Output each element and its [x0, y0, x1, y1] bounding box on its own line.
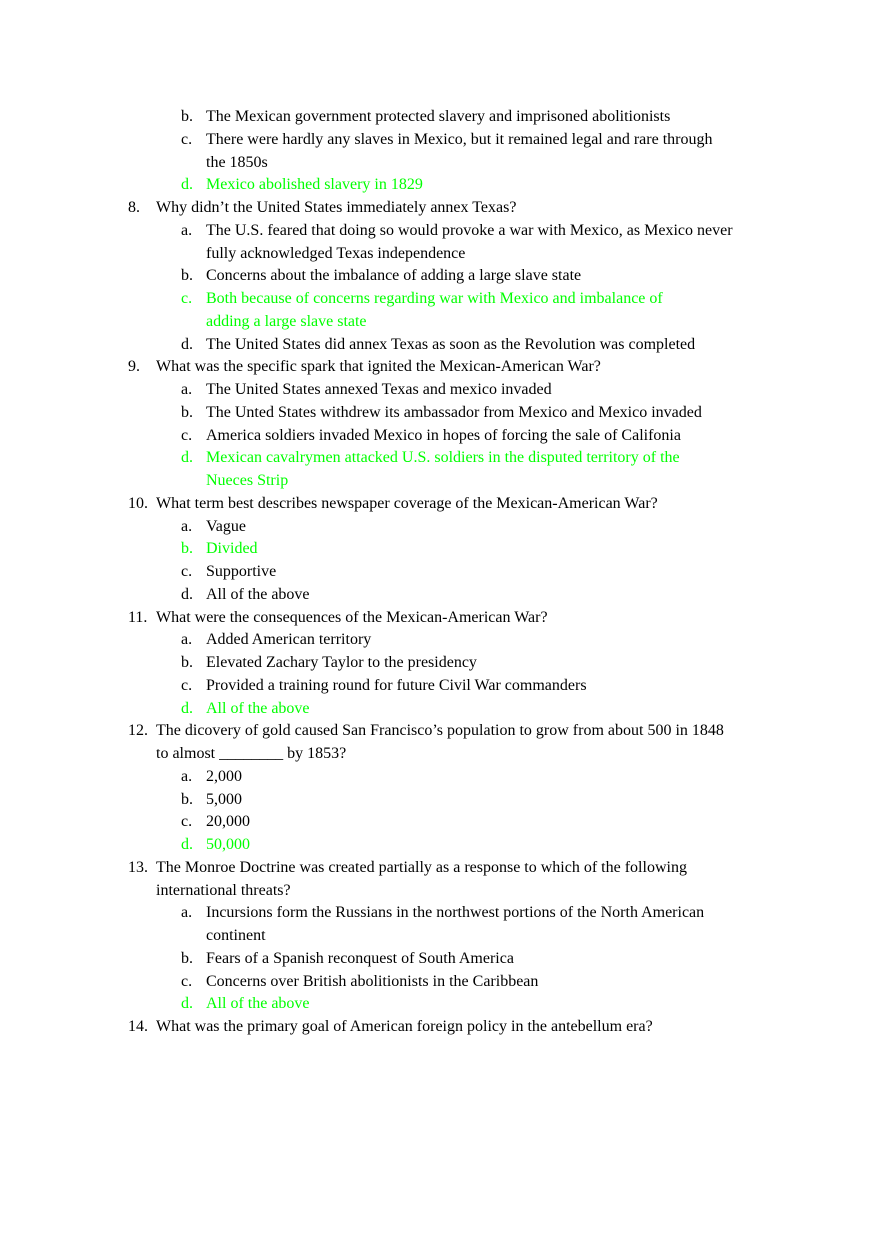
option-letter: c.: [181, 563, 193, 580]
option-letter: b.: [181, 654, 193, 671]
option-text: All of the above: [206, 995, 310, 1013]
question-number: 9.: [128, 358, 140, 376]
question-text: What term best describes newspaper coverage of the Mexican-American War?: [156, 494, 658, 512]
option-text: Both because of concerns regarding war with Mexico and imbalance of: [206, 290, 663, 307]
option-text: Fears of a Spanish reconquest of South America: [206, 949, 514, 967]
option-letter: b.: [181, 540, 193, 558]
option-text: All of the above: [206, 699, 310, 717]
option-text: Mexico abolished slavery in 1829: [206, 176, 423, 194]
question-number: 11.: [128, 608, 148, 626]
option-text: 2,000: [206, 767, 242, 785]
option-text: The U.S. feared that doing so would provoke a war with Mexico, as Mexico never: [206, 221, 733, 239]
option-text: America soldiers invaded Mexico in hopes of forcing the sale of Califonia: [206, 426, 681, 444]
option-text: All of the above: [206, 585, 310, 603]
option-letter: b.: [181, 108, 193, 125]
option-text: continent: [206, 927, 266, 944]
option-letter: a.: [181, 631, 193, 649]
option-text: Concerns about the imbalance of adding a large slave state: [206, 267, 582, 285]
question-number: 13.: [128, 858, 148, 876]
option-letter: c.: [181, 972, 193, 990]
option-text: The Unted States withdrew its ambassador from Mexico and Mexico invaded: [206, 403, 702, 421]
question-number: 8.: [128, 199, 140, 216]
question-number: 12.: [128, 722, 148, 740]
option-text: The United States annexed Texas and mexico invaded: [206, 381, 552, 398]
option-text: Divided: [206, 540, 258, 558]
question-text: What were the consequences of the Mexican-American War?: [156, 608, 548, 626]
question-text: international threats?: [156, 881, 291, 899]
option-text: adding a large slave state: [206, 312, 367, 330]
option-letter: d.: [181, 995, 193, 1013]
option-letter: a.: [181, 221, 193, 239]
option-text: Incursions form the Russians in the northwest portions of the North American: [206, 904, 705, 922]
option-letter: b.: [181, 267, 193, 285]
question-number: 14.: [128, 1018, 148, 1035]
option-text: Provided a training round for future Civil War commanders: [206, 676, 587, 694]
option-letter: a.: [181, 767, 193, 785]
option-text: The United States did annex Texas as soon as the Revolution was completed: [206, 335, 696, 353]
question-text: to almost ________ by 1853?: [156, 745, 347, 762]
option-letter: c.: [181, 130, 193, 148]
option-letter: a.: [181, 517, 193, 535]
option-text: 50,000: [206, 836, 250, 853]
option-text: Added American territory: [206, 631, 372, 649]
option-text: the 1850s: [206, 153, 268, 171]
option-letter: b.: [181, 949, 193, 967]
option-text: Nueces Strip: [206, 472, 289, 489]
option-letter: c.: [181, 290, 193, 307]
option-text: Vague: [206, 517, 246, 535]
option-letter: a.: [181, 381, 193, 398]
question-number: 10.: [128, 494, 148, 512]
option-text: There were hardly any slaves in Mexico, but it remained legal and rare through: [206, 130, 713, 148]
question-text: What was the primary goal of American foreign policy in the antebellum era?: [156, 1018, 653, 1035]
option-letter: c.: [181, 426, 193, 444]
option-letter: b.: [181, 790, 193, 808]
question-text: Why didn’t the United States immediately annex Texas?: [156, 199, 517, 216]
option-text: fully acknowledged Texas independence: [206, 244, 466, 262]
option-letter: d.: [181, 335, 193, 353]
option-text: 5,000: [206, 790, 242, 808]
option-text: Elevated Zachary Taylor to the presidency: [206, 654, 477, 671]
option-text: Concerns over British abolitionists in the Caribbean: [206, 972, 539, 990]
option-letter: d.: [181, 176, 193, 194]
question-text: The Monroe Doctrine was created partially as a response to which of the following: [156, 858, 687, 876]
question-text: The dicovery of gold caused San Francisco’s population to grow from about 500 in 1848: [156, 722, 724, 740]
option-text: The Mexican government protected slavery and imprisoned abolitionists: [206, 108, 671, 125]
option-letter: c.: [181, 676, 193, 694]
option-text: Mexican cavalrymen attacked U.S. soldiers in the disputed territory of the: [206, 449, 680, 467]
option-letter: b.: [181, 403, 193, 421]
option-letter: a.: [181, 904, 193, 922]
option-letter: d.: [181, 836, 193, 853]
option-letter: d.: [181, 699, 193, 717]
option-letter: d.: [181, 449, 193, 467]
option-letter: c.: [181, 813, 193, 831]
option-letter: d.: [181, 585, 193, 603]
option-text: Supportive: [206, 563, 277, 580]
question-text: What was the specific spark that ignited the Mexican-American War?: [156, 358, 601, 376]
option-text: 20,000: [206, 813, 250, 831]
